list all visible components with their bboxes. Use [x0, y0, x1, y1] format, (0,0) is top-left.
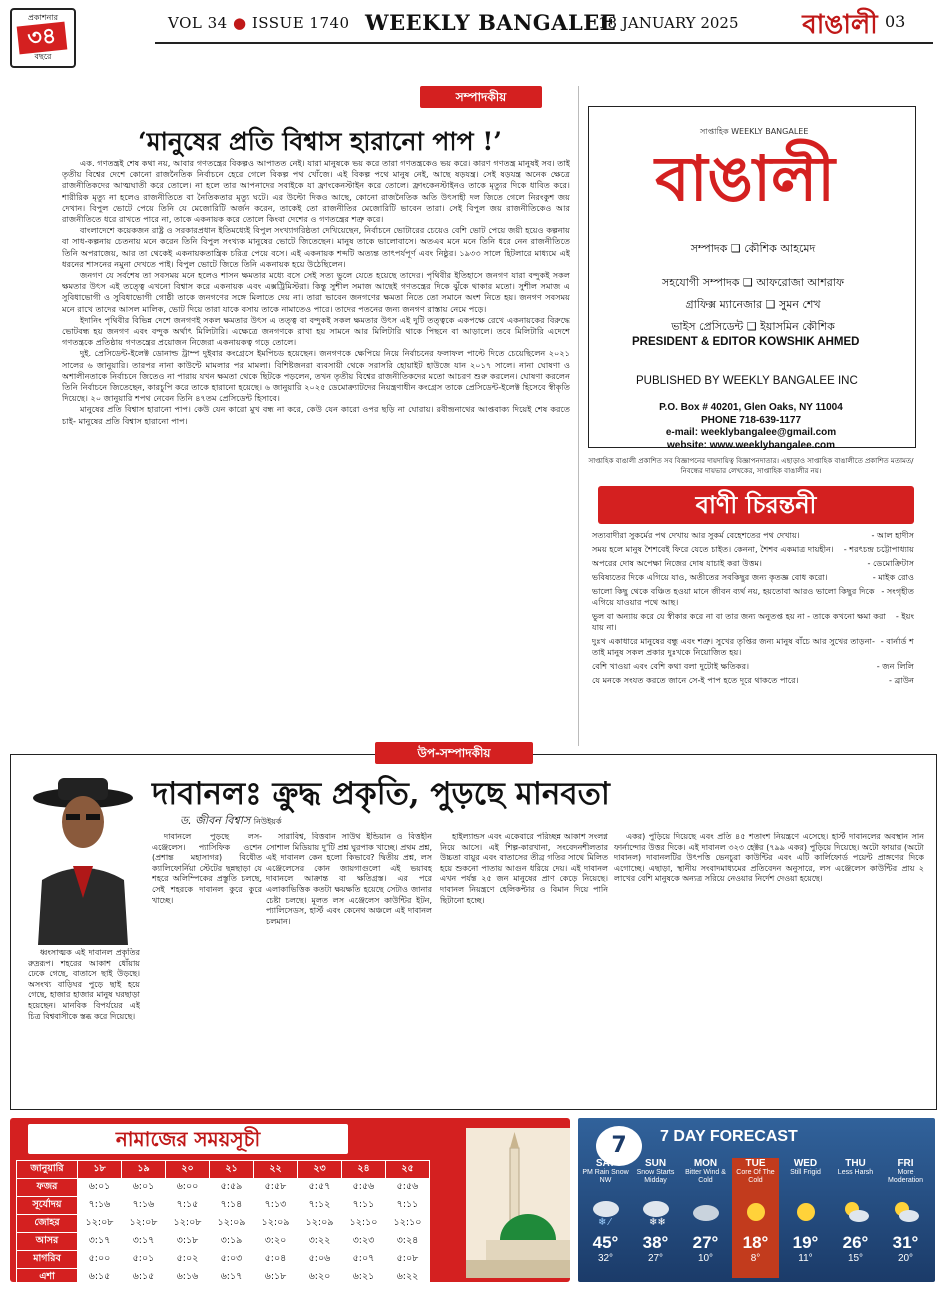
quote-author: - ডেমোক্রিটাস [867, 558, 914, 568]
vice-president-line: ভাইস প্রেসিডেন্ট ❑ ইয়াসমিন কৌশিক [671, 320, 835, 333]
prayer-time: ১২:০৯ [298, 1215, 342, 1233]
prayer-time: ৭:১৬ [78, 1197, 122, 1215]
prayer-time: ১২:১০ [342, 1215, 386, 1233]
forecast-day [582, 1158, 629, 1278]
sub-editorial-title: দাবানলঃ ক্রুদ্ধ প্রকৃতি, পুড়ছে মানবতা [152, 776, 610, 812]
anniversary-badge [10, 8, 76, 68]
quote-item [592, 611, 914, 633]
quote-author: - সংগৃহীত [881, 586, 914, 596]
quote-author: - আল হাদীস [871, 530, 914, 540]
prayer-name: জোহর [17, 1215, 78, 1233]
prayer-time: ৭:১২ [298, 1197, 342, 1215]
quote-text: অপরের দোষ অপেক্ষা নিজের দোষ যাচাই করা উত্তম। [592, 558, 762, 568]
sun-icon [791, 1197, 821, 1227]
day-condition: PM Rain Snow NW [582, 1169, 629, 1184]
prayer-time: ৭:১৪ [210, 1197, 254, 1215]
low-temp: 10° [697, 1253, 714, 1264]
prayer-time: ৩:১৮ [166, 1233, 210, 1251]
prayer-time: ৬:১৫ [122, 1269, 166, 1287]
prayer-time: ৩:১৭ [78, 1233, 122, 1251]
page-header [0, 0, 945, 70]
day-condition: Still Frigid [790, 1169, 821, 1176]
quote-item [592, 558, 914, 569]
bullet-icon: ● [232, 14, 247, 32]
prayer-time: ৫:৫৭ [298, 1179, 342, 1197]
prayer-time: ৫:০৬ [298, 1251, 342, 1269]
day-name: THU [845, 1158, 866, 1169]
editorial-paragraph: মানুষের প্রতি বিশ্বাস হারানো পাপ। কেউ যেন কারো মুখ বন্ধ না করে, কেউ যেন কারো ওপর ছড়ি না ঘোরায়। রবীন্দ্রনাথের আপ্তবাক্য দিয়েই শেষ করতে চাই- মানুষের প্রতি বিশ্বাস হারানো পাপ। [62, 404, 570, 426]
day-condition: Bitter Wind & Cold [685, 1169, 726, 1184]
weather-title: 7 DAY FORECAST [660, 1128, 798, 1145]
high-temp: 18° [742, 1233, 769, 1252]
masthead-title: WEEKLY BANGALEE [365, 10, 617, 35]
day-condition: More Moderation [887, 1169, 924, 1184]
prayer-time: ৭:১৬ [122, 1197, 166, 1215]
quote-text: সময় হলে মানুষ শৈশবেই ফিরে যেতে চাইত। কেননা, শৈশব একমাত্র দায়হীন। [592, 544, 834, 554]
sub-editorial-tag: উপ-সম্পাদকীয় [375, 742, 533, 764]
quote-item [592, 586, 914, 608]
quotes-title: বাণী চিরন্তনী [598, 486, 914, 524]
header-logo: বাঙালী [802, 10, 878, 40]
badge-bottom-text: বছরে [34, 52, 52, 61]
prayer-time: ১২:০৮ [166, 1215, 210, 1233]
prayer-time: ৩:২৩ [342, 1233, 386, 1251]
day-header: ২৫ [386, 1161, 430, 1179]
quote-item [592, 661, 914, 672]
volume: VOL 34 [168, 14, 228, 32]
prayer-time: ৫:০৩ [210, 1251, 254, 1269]
low-temp: 20° [897, 1253, 914, 1264]
day-name: WED [793, 1158, 818, 1169]
prayer-time: ৩:২২ [298, 1233, 342, 1251]
prayer-time: ১২:১০ [386, 1215, 430, 1233]
quote-author: - ব্রাউন [888, 675, 914, 685]
prayer-time: ৬:১৭ [210, 1269, 254, 1287]
column-text: দাবানলে পুড়ছে লস-এঞ্জেলেস। প্যাসিফিক ওশেন (প্রশান্ত মহাসাগর) বিধৌত ক্যালিফোর্নিয়া স্টেটের ছন্নছাড়া যে শহরে অলিম্পিকের প্রস্তুতি চলছে, সেই শহরকে দাবানল কুরে কুরে খাচ্ছে। [152, 832, 262, 905]
prayer-time: ৫:০২ [166, 1251, 210, 1269]
quote-item [592, 636, 914, 658]
prayer-time: ৩:২৪ [386, 1233, 430, 1251]
logo-weekly-text: সাপ্তাহিক WEEKLY BANGALEE [700, 127, 809, 136]
quote-author: - জন লিলি [876, 661, 914, 671]
table-row [17, 1215, 430, 1233]
disclaimer: সাপ্তাহিক বাঙালী প্রকাশিত সব বিজ্ঞাপনের দায়দায়িত্ব বিজ্ঞাপনদাতার। এছাড়াও সাপ্তাহিক বাঙালীতে প্রকাশিত মতামত/নিবন্ধের দায়ভার লেখকের, সাপ্তাহিক বাঙালীর নয়। [588, 457, 914, 475]
quote-text: ভুল বা অন্যায় করে যে স্বীকার করে না বা তার জন্য অনুতপ্ত হয় না - তাকে কখনো ক্ষমা করা যায় না। [592, 611, 886, 632]
prayer-time: ৭:১১ [342, 1197, 386, 1215]
high-temp: 27° [692, 1233, 719, 1252]
partly-sunny-icon [841, 1197, 871, 1227]
high-temp: 31° [892, 1233, 919, 1252]
day-condition: Less Harsh [837, 1169, 874, 1176]
day-header: ২২ [254, 1161, 298, 1179]
forecast-day [782, 1158, 829, 1278]
prayer-time: ১২:০৮ [122, 1215, 166, 1233]
sub-editorial-column [152, 832, 262, 1102]
quote-item [592, 544, 914, 555]
prayer-time: ৫:৫৬ [386, 1179, 430, 1197]
publisher-line: PUBLISHED BY WEEKLY BANGALEE INC [636, 375, 858, 387]
low-temp: 32° [597, 1253, 614, 1264]
editorial-paragraph: জনগণ যে সর্বশেষ তা সবসময় মনে হলেও শাসন ক্ষমতার মধ্যে বসে সেই সত্য ভুলে যেতে হয়েছে তাদের। পৃথিবীর ইতিহাসে জনগণ যারা বন্দুকই সকল ক্ষমতার উৎস এই তত্ত্বে এখনো বিশ্বাস করে একনায়ক এবং এক্সট্রিমিস্টরা। কিন্তু সুশীল সমাজ আছেই গণতন্ত্রের দিকে ঝুঁকে থাকার মতো। সুশীল সমাজ এ সুবিধাভোগী ও সুবিধাভোগী গোষ্ঠী তাকে জনগণের সঙ্গে মিলাতে দেয় না। তারা ভাবেন জনগণের ক্ষমতা নিতে তো সমানে অংশ নিতে হয়। জনগণ সবসময় মনে রাখে তাদের আসল মালিক, ভোট দিয়ে তারা যাকে বসায় তাকে নামাতেও পারে। তাদের পতনের জন্য জনগণ রাস্তায় নেমে পড়ে। [62, 270, 570, 314]
day-header: ২৩ [298, 1161, 342, 1179]
prayer-time: ৬:১৮ [254, 1269, 298, 1287]
table-row [17, 1161, 430, 1179]
prayer-name: এশা [17, 1269, 78, 1287]
quotes-list [592, 530, 914, 689]
graphics-manager-line: গ্রাফিক্স ম্যানেজার ❑ সুমন শেখ [685, 298, 821, 311]
table-row [17, 1251, 430, 1269]
associate-editor-line: সহযোগী সম্পাদক ❑ আফরোজা আশরাফ [661, 276, 845, 289]
quote-author: - ইয়ং [895, 611, 914, 621]
editor-line: সম্পাদক ❑ কৌশিক আহমেদ [690, 242, 816, 255]
quote-text: বেশি খাওয়া এবং বেশি কথা বলা দুটোই ক্ষতিকর। [592, 661, 750, 671]
prayer-time: ৩:১৯ [210, 1233, 254, 1251]
day-name: MON [693, 1158, 718, 1169]
quote-text: যে মনকে সংযত করতে জানে সে-ই পাপ হতে দূরে থাকতে পারে। [592, 675, 799, 685]
po-box: P.O. Box # 40201, Glen Oaks, NY 11004 [659, 402, 843, 413]
prayer-time: ৬:২২ [386, 1269, 430, 1287]
column-text: সারাবিশ্ব, বিত্তবান সাউথ ইন্ডিয়ান ও বিত্তহীন সোশাল মিডিয়ায় দু'টি প্রশ্ন ঘুরপাক খাচ্ছে। প্রথম প্রশ্ন, এই দাবানল কেন হলো কিভাবে? দ্বিতীয় প্রশ্ন, লস এঞ্জেলেসের কোন জায়গাগুলো এই ভয়াবহ দাবানলে আক্রান্ত বা ক্ষতিগ্রস্ত। এর পরে এলাকাভিত্তিক কতটা ক্ষয়ক্ষতি হয়েছে সেটাও জানার চেষ্টা চলছে। মূলত লস এঞ্জেলেস কাউন্টির ইটন, প্যালিসেডস, হার্স্ট এবং কেনেথ অঞ্চলে এই দাবানল চলমান। [266, 832, 432, 926]
prayer-time: ৫:০৮ [386, 1251, 430, 1269]
author-place: নিউইয়র্ক [253, 817, 282, 826]
day-condition: Core Of The Cold [736, 1169, 775, 1184]
low-temp: 11° [798, 1253, 813, 1264]
rain-snow-icon [591, 1197, 621, 1227]
prayer-time: ৬:০১ [122, 1179, 166, 1197]
prayer-times-table [16, 1160, 430, 1287]
svg-text:❄❄: ❄❄ [648, 1217, 666, 1227]
forecast-day [832, 1158, 879, 1278]
prayer-time: ৬:১৬ [166, 1269, 210, 1287]
editorial-paragraph: বাংলাদেশে কয়েকজন রাষ্ট্র ও সরকারপ্রধান ইতিমধ্যেই বিপুল সংখ্যাগরিষ্ঠতা দেখিয়েছেন, নির্বাচনে ভোটারের চেয়েও বেশি ভোট পেয়ে জয়ী হয়েও কল্পনায় বা সাধ-কল্পনায় চেতনায় মনে করেন তিনি বিপুল সংখ্যক মানুষের ভোটে জিতেছেন। মানুষ তাকে ভালোবাসে। অতএব মনে মনে তিনি ধরে নেন রাজনীতিতে তিনি অপরাজেয়, আর তা থেকেই একনায়কতান্ত্রিক চরিত্র পেয়ে বসে। এই একনায়ক শব্দটি অত্যন্ত তাৎপর্যপূর্ণ এবং নিষ্ঠুর। ১৯৩৩ সালে হিটলারে মাধ্যমে এই ধরনের শাসনের নমুনা দেখতে পাই। বিপুল ভোটে জিতে তিনি একনায়ক হয়ে উঠেছিলেন। [62, 225, 570, 269]
website[interactable]: website: www.weeklybangalee.com [666, 439, 836, 451]
editorial-tag: সম্পাদকীয় [420, 86, 542, 108]
author-portrait-icon [28, 770, 138, 945]
low-temp: 8° [750, 1253, 761, 1264]
quote-text: দুঃখ একাধারে মানুষের বন্ধু এবং শত্রু। সুখের তৃপ্তির জন্য মানুষ বাঁচে আর সুখের তাড়না-তাই মানুষ সকল প্রকার দুঃখকে নিয়োজিত হয়। [592, 636, 875, 657]
contact-block-lines [588, 402, 914, 452]
forecast-day [632, 1158, 679, 1278]
badge-top-text: প্রকাশনার [27, 13, 59, 22]
day-header: ১৮ [78, 1161, 122, 1179]
prayer-time: ৬:১৫ [78, 1269, 122, 1287]
prayer-name: আসর [17, 1233, 78, 1251]
mosque-icon [466, 1128, 570, 1278]
prayer-time: ১২:০৯ [254, 1215, 298, 1233]
quote-text: সত্যবাদীরা সুকর্মের পথ দেখায় আর সুকর্ম বেহেশতের পথ দেখায়। [592, 530, 800, 540]
prayer-time: ৭:১৫ [166, 1197, 210, 1215]
day-name: TUE [745, 1158, 766, 1169]
partly-sunny-icon [891, 1197, 921, 1227]
sub-editorial-column [266, 832, 432, 1102]
sub-editorial-column [440, 832, 608, 1102]
badge-number: ৩৪ [17, 22, 68, 55]
day-header: ২০ [166, 1161, 210, 1179]
prayer-time: ৬:০১ [78, 1179, 122, 1197]
prayer-time: ৫:০৪ [254, 1251, 298, 1269]
header-divider [155, 42, 933, 44]
president-line: PRESIDENT & EDITOR KOWSHIK AHMED [632, 336, 860, 348]
prayer-time: ৩:১৭ [122, 1233, 166, 1251]
column-text: ধ্বংসাত্মক এই দাবানল প্রকৃতির রুদ্ররূপ। শহরের আকাশ ধোঁয়ায় ঢেকে গেছে, বাতাসে ছাই উড়ছে। অসংখ্য বাড়িঘর পুড়ে ছাই হয়ে গেছে, হাজার হাজার মানুষ ঘরছাড়া হয়েছেন। মানবিক বিপর্যয়ের এই চিত্র বিশ্ববাসীকে স্তব্ধ করে দিয়েছে। [28, 948, 140, 1021]
prayer-time: ৫:৫৮ [254, 1179, 298, 1197]
channel-7-logo: 7 [596, 1126, 642, 1166]
imprint-logo [630, 120, 860, 238]
editorial-title: ‘মানুষের প্রতি বিশ্বাস হারানো পাপ !’ [138, 127, 502, 156]
high-temp: 45° [592, 1233, 619, 1252]
logo-text: বাঙালী [655, 142, 835, 215]
table-row [17, 1197, 430, 1215]
cloud-icon [691, 1197, 721, 1227]
phone: PHONE 718-639-1177 [700, 414, 802, 426]
issue-date: 18 JANUARY 2025 [598, 14, 739, 32]
snow-icon [641, 1197, 671, 1227]
svg-text:❄ ⁄: ❄ ⁄ [597, 1217, 611, 1227]
prayer-time: ৫:০৭ [342, 1251, 386, 1269]
prayer-time: ৫:৫৬ [342, 1179, 386, 1197]
editorial-paragraph: এক. গণতন্ত্রই শেষ কথা নয়, আবার গণতন্ত্রের বিকল্পও আপাতত নেই। যারা মানুষকে ভয় করে তারা গণতন্ত্রকেও ভয় করে। কারণ গণতন্ত্র মানুষই সব। তাই তৃতীয় বিশ্বের দেশে কোনো রাজনৈতিক নির্বাচনে হেরে গেলে বিকল্প পথ খোঁজে। এই বিকল্প পথে মানুষ নেই, আছে ষড়যন্ত্র। সেই ষড়যন্ত্র অনেক ক্ষেত্রে রাজনীতিকদের আত্মঘাতী করে তোলে। না হলে তার আপনাদের সবাইকে যা ফ্রাংকেনস্টাইন করে তোলে। ফ্রাংকেনস্টাইনও তাকে মৃত্যুর দিকে ধাবিত করে। শারীরিক মৃত্যু না হলেও রাজনীতিতে বা নৈতিকতার মৃত্যু ঘটে। এর উল্টো দিকও আছে, কোনো রাজনৈতিক অতি উৎসাহী দল জিতে গেলে নিরংকুশ জয় দেখান। বিপুল ভোটে পেয়ে তিনি যে মেজোরিটি অর্জন করেন, তাকেই তো রাজনীতির মেজোরিটি ভাবেন তারা। সেই বিপুল জয় রাজনীতিকেও আর রাজনীতিতে ধরে রাখতে পারে না, তাকে একনায়ক করে তোলে কিংবা দেশের ও গণতন্ত্রের শত্রু করে। [62, 158, 570, 225]
prayer-time: ৬:২১ [342, 1269, 386, 1287]
quote-author: - মাইক রোও [872, 572, 914, 582]
column-divider [578, 86, 579, 746]
quote-item [592, 572, 914, 583]
forecast-day [682, 1158, 729, 1278]
table-row [17, 1179, 430, 1197]
author-photo [28, 770, 138, 945]
issue: ISSUE 1740 [251, 14, 350, 32]
day-header: ২১ [210, 1161, 254, 1179]
column-text: একর) পুড়িয়ে দিয়েছে এবং প্রতি ৪৫ শতাংশ নিয়ন্ত্রণে এসেছে। হার্স্ট দাবানলের অবস্থান সান ফার্নান্দোর উত্তর দিকে। এই দাবানল ৩২৩ হেক্টর (৭৯৯ একর) পুড়িয়ে দিয়েছে। অটো ফায়ার (অটো দাবানল) দাবানলটির উৎপত্তি ভেনচুরা কাউন্টির এবং এটি কার্লিফোর্ড পয়েন্ট প্রাঙ্গণের দিকে এগোচ্ছে। এছাড়া, স্থানীয় সংবাদমাধ্যমের প্রতিবেদন অনুসারে, লস এঞ্জেলেস কাউন্টির প্রায় ২ লাখের বেশি মানুষকে অন্যত্র সরিয়ে নেওয়ার নির্দেশ দেওয়া হয়েছে। [614, 832, 924, 884]
editorial-body [62, 158, 570, 700]
quote-author: - বার্নার্ড শ [880, 636, 914, 646]
sun-icon [741, 1197, 771, 1227]
quote-author: - শরৎচন্দ্র চট্টোপাধ্যায় [843, 544, 914, 554]
high-temp: 19° [792, 1233, 819, 1252]
sub-editorial-column [614, 832, 924, 1102]
editorial-paragraph: দুই. প্রেসিডেন্ট-ইলেক্ট ডোনাল্ড ট্রাম্প দুইবার কংগ্রেসে ইমপিচড হয়েছেন। জনগণকে ক্ষেপিয়ে নিয়ে নির্বাচনের ফলাফল পাল্টে দিতে চেয়েছিলেন ২০২১ সালের ৬ জানুয়ারি। তারপর নানা কাউন্টে মামলার পর মামলা। বিশিষ্টজনরা ব্যবসায়ী থেকে সরাসরি হোয়াইট হাউজে যান ২০১৭ সালে। নানা ঘোষণা ও অশালীনতাকে নির্বাচনে জিতেও না পারায় যখন ক্ষমতা থেকে ছিটকে পড়লেন, তখন তৃতীয় বিশ্বের রাজনীতিকদের মতো আচরণ শুরু করলেন। ঘোষণা করলেন তিনি নির্বাচনে জিতেছেন, কারচুপি করে তাকে হারানো হয়েছে। ৬ জানুয়ারি ২০২৫ ডেমোক্র্যাটদের নিয়ন্ত্রণাধীন কংগ্রেস তাকে প্রেসিডেন্ট-ইলেক্ট হিসেবে স্বীকৃতি দিয়েছে। ২০ জানুয়ারি শপথ নেবেন তিনি ৪৭তম প্রেসিডেন্ট হিসাবে। [62, 348, 570, 404]
prayer-time: ৫:০০ [78, 1251, 122, 1269]
low-temp: 15° [847, 1253, 864, 1264]
day-header: ২৪ [342, 1161, 386, 1179]
author-name: ড. জীবন বিশ্বাস [180, 814, 251, 827]
day-name: FRI [897, 1158, 914, 1169]
prayer-times-title: নামাজের সময়সূচী [28, 1124, 348, 1154]
high-temp: 26° [842, 1233, 869, 1252]
prayer-name: সূর্যোদয় [17, 1197, 78, 1215]
day-header: ১৯ [122, 1161, 166, 1179]
byline [180, 812, 282, 831]
page-number: 03 [885, 12, 906, 31]
sub-editorial-column [28, 948, 140, 1100]
prayer-time: ১২:০৮ [78, 1215, 122, 1233]
day-name: SAT [595, 1158, 616, 1169]
table-row [17, 1233, 430, 1251]
month-label: জানুয়ারি [17, 1161, 78, 1179]
forecast-day [882, 1158, 929, 1278]
low-temp: 27° [647, 1253, 664, 1264]
prayer-time: ১২:০৯ [210, 1215, 254, 1233]
quote-text: ভবিষ্যতের দিকে এগিয়ে যাও, অতীতের সবকিছুর জন্য কৃতজ্ঞ বোধ করো। [592, 572, 828, 582]
quote-text: ভালো কিছু থেকে বঞ্চিত হওয়া মানে জীবন ব্যর্থ নয়, হয়তোবা আরও ভালো কিছুর দিকে এগিয়ে যাওয়ার পথে আছ। [592, 586, 875, 607]
volume-issue [168, 14, 350, 32]
mosque-illustration [466, 1128, 570, 1278]
day-name: SUN [644, 1158, 667, 1169]
column-text: হাইল্যান্ডস এবং একেবারে পরিচ্ছন্ন আকাশ সংলগ্ন নিয়ে আসে। এই শিল্প-কারখানা, সংবেদনশীলতার উচ্চতা বায়ুর এবং বাতাসের তীব্র গতির সাথে মিলিত হয়ে শুকনো পাতায় আগুন ধরিয়ে দেয়। এই দাবানল এখন পর্যন্ত ২৫ জন মানুষের প্রাণ কেড়ে নিয়েছে। দাবানল নিয়ন্ত্রণে হেলিকপ্টার ও বিমান দিয়ে পানি ছিটানো হচ্ছে। [440, 832, 608, 905]
prayer-time: ৫:০১ [122, 1251, 166, 1269]
prayer-time: ৬:২০ [298, 1269, 342, 1287]
prayer-time: ৩:২০ [254, 1233, 298, 1251]
forecast-day [732, 1158, 779, 1278]
prayer-name: ফজর [17, 1179, 78, 1197]
high-temp: 38° [642, 1233, 669, 1252]
table-row [17, 1269, 430, 1287]
prayer-time: ৭:১৩ [254, 1197, 298, 1215]
prayer-time: ৬:০০ [166, 1179, 210, 1197]
prayer-time: ৭:১১ [386, 1197, 430, 1215]
day-condition: Snow Starts Midday [636, 1169, 675, 1184]
prayer-time: ৫:৫৯ [210, 1179, 254, 1197]
quote-item [592, 675, 914, 686]
email[interactable]: e-mail: weeklybangalee@gmail.com [665, 427, 837, 438]
editorial-paragraph: ইদানিং পৃথিবীর বিভিন্ন দেশে জনগণই সকল ক্ষমতার উৎস এ তত্ত্ব বা বন্দুকই সকল ক্ষমতার উৎস এই দুটি তত্ত্বকে একপক্ষে রেখে একনায়কের বিরুদ্ধে ভোটবন্ধ হয় জনগণ এবং বন্দুক অর্থাৎ মিলিটারি। এক্ষেত্রে জনগণকে রাখা হয় সামনে আর মিলিটারি থাকে পিছনে বা আড়ালে। তবে মিলিটারি এদেশে গণতন্ত্রকে প্রতিষ্ঠায় গণতন্ত্রের প্রয়োজন নিজেরা একনায়কত্ব গড়ে তোলে। [62, 314, 570, 348]
prayer-name: মাগরিব [17, 1251, 78, 1269]
quote-item [592, 530, 914, 541]
